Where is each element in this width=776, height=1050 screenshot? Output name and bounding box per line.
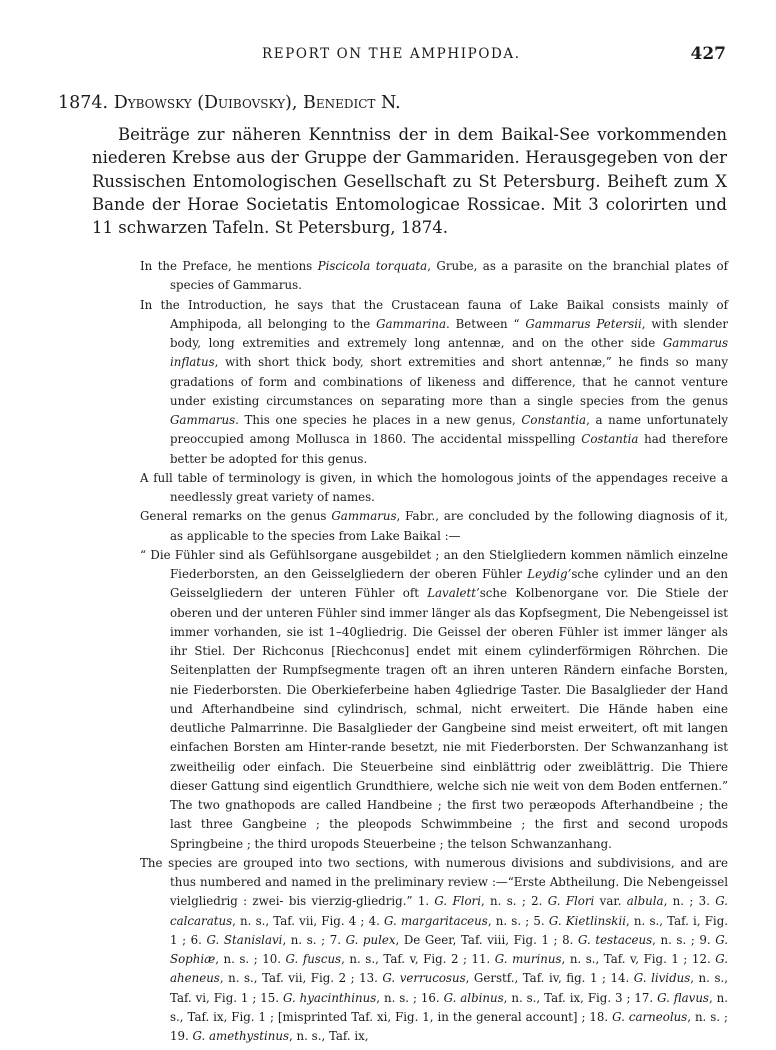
text-run: , Grube, as a parasite on the branchial plates of species of Gammarus.: [170, 259, 728, 293]
annotation-body: [140, 257, 728, 1046]
citation-text: Beiträge zur näheren Kenntniss der in dem Baikal-See vorkommenden niederen Krebse aus der Gruppe der Gammariden. Herausgegeben von der Russischen Entomologischen Gesellschaft zu St Petersburg. Beiheft zum X Bande der Horae Societatis Entomologicae Rossicae. Mit 3 colorirten und 11 schwarzen Tafeln. St Petersburg, 1874.: [92, 125, 727, 238]
text-run: G. testaceus: [577, 932, 653, 947]
paragraph-general-remarks: [140, 507, 728, 546]
text-run: G. carneolus: [612, 1009, 688, 1024]
text-run: Piscicola torquata: [317, 259, 428, 273]
text-run: G. amethystinus: [192, 1029, 290, 1043]
text-run: G. calcaratus: [170, 894, 728, 928]
text-run: , a name unfortunately preoccupied among Mollusca in 1860. The accidental misspelling: [170, 413, 729, 447]
text-run: Leydig’: [527, 567, 572, 581]
text-run: G. fuscus: [285, 952, 342, 966]
paragraph-introduction: [140, 296, 728, 469]
text-run: Gammarus Petersii: [525, 316, 642, 331]
running-head: [0, 44, 776, 70]
text-run: , n. ; 3.: [663, 894, 716, 909]
text-run: Gammarus: [331, 509, 397, 524]
text-run: , n. s. ; 2.: [480, 894, 548, 909]
entry-year: 1874.: [58, 93, 109, 113]
page-number: 427: [690, 44, 726, 64]
text-run: , n. s., Taf. v, Fig. 1 ; 12.: [561, 952, 716, 966]
paragraph-species-list: [140, 854, 728, 1047]
paragraph-terminology: A full table of terminology is given, in which the homologous joints of the appendages receive a needlessly great variety of names.: [140, 470, 728, 504]
text-run: , n. s. ; 7.: [282, 932, 346, 947]
bibliography-entry-heading: [58, 93, 401, 113]
text-run: “ Die Fühler sind als Gefühlsorgane ausgebildet ; an den Stielgliedern kommen nämlich einzelne Fiederborsten, an den Geisselgliedern der oberen Fühler: [140, 547, 728, 581]
text-run: Gammarus inflatus: [170, 336, 728, 370]
text-run: General remarks on the genus: [140, 509, 332, 524]
text-run: G. pulex: [345, 932, 396, 947]
text-run: . Between “: [446, 316, 526, 331]
text-run: , n. s., Taf. vii, Fig. 4 ; 4.: [232, 913, 385, 928]
text-run: Gammarina: [376, 316, 446, 331]
text-run: , with short thick body, short extremities and short antennæ,” he finds so many gradations of form and combinations of likeness and difference, that he cannot venture under existing circumstances on separating more than a single species from the genus: [170, 355, 728, 408]
text-run: , n. s., Taf. ix,: [289, 1029, 369, 1043]
running-title: REPORT ON THE AMPHIPODA.: [262, 46, 521, 62]
text-run: G. Stanislavi: [206, 932, 283, 947]
text-run: , with slender body, long extremities and extremely long antennæ, and on the other side: [170, 316, 728, 350]
text-run: sche cylinder und an den Geisselgliedern der unteren Fühler oft: [170, 567, 728, 601]
text-run: G. Flori: [547, 894, 595, 909]
text-run: G. aheneus: [170, 952, 728, 986]
text-run: , n. s., Taf. i, Fig. 1 ; 6.: [170, 913, 729, 947]
text-run: , n. s., Taf. vii, Fig. 2 ; 13.: [219, 971, 383, 986]
paragraph-diagnosis-quote: [140, 546, 728, 854]
text-run: Constantia: [521, 413, 587, 427]
text-run: var.: [594, 894, 627, 909]
entry-author: Dybowsky (Duibovsky), Benedict N.: [113, 93, 401, 113]
text-run: G. Flori: [434, 894, 481, 909]
text-run: G. flavus: [657, 990, 709, 1005]
text-run: G. albinus: [443, 990, 504, 1005]
paragraph-preface: [140, 257, 728, 296]
text-run: G. murinus: [494, 952, 562, 966]
text-run: , n. s. ; 10.: [215, 952, 286, 966]
text-run: , n. s. ; 16.: [376, 990, 444, 1005]
text-run: G. Sophiæ: [170, 932, 729, 966]
text-run: The species are grouped into two sections, with numerous divisions and subdivisions, and are thus numbered and named in the preliminary review :—“Erste Abtheilung. Die Nebengeissel vielgliedrig : zwei- bis vierzig-gliedrig.” 1.: [140, 855, 728, 909]
text-run: , n. s. ; 9.: [652, 932, 716, 947]
text-run: , Fabr., are concluded by the following diagnosis of it, as applicable to the species from Lake Baikal :—: [170, 509, 728, 543]
text-run: G. Kietlinskii: [548, 913, 626, 928]
text-run: , n. s., Taf. v, Fig. 2 ; 11.: [341, 952, 495, 966]
text-run: Costantia: [581, 432, 639, 447]
text-run: Gammarus: [170, 413, 236, 427]
text-run: In the Introduction, he says that the Crustacean fauna of Lake Baikal consists mainly of Amphipoda, all belonging to the: [140, 297, 728, 331]
text-run: . This one species he places in a new genus,: [235, 413, 522, 427]
text-run: Lavalett’: [427, 586, 480, 601]
text-run: , De Geer, Taf. viii, Fig. 1 ; 8.: [395, 932, 578, 947]
text-run: In the Preface, he mentions: [140, 259, 318, 273]
text-run: , Gerstf., Taf. iv, fig. 1 ; 14.: [465, 971, 634, 986]
text-run: , n. s. ; 5.: [487, 913, 549, 928]
text-run: , n. s. ; 19.: [170, 1009, 729, 1043]
text-run: G. lividus: [633, 971, 691, 986]
text-run: , n. s., Taf. ix, Fig. 1 ; [misprinted Taf. xi, Fig. 1, in the general account] ; 18.: [170, 990, 728, 1024]
text-run: , n. s., Taf. ix, Fig. 3 ; 17.: [503, 990, 658, 1005]
text-run: G. verrucosus: [382, 971, 466, 986]
text-run: albula: [626, 894, 664, 909]
text-run: sche Kolbenorgane vor. Die Stiele der oberen und der unteren Fühler sind immer länger als das Kopfsegment, Die Nebengeissel ist immer vorhanden, sie ist 1–40gliedrig. Die Geissel der oberen Fühler ist immer länger als ihr Stiel. Der Richconus [Riechconus] endet mit einem cylinderförmigen Röhrchen. Die Seitenplatten der Rumpfsegmente tragen oft an ihren unteren Rändern einfache Borsten, nie Fiederborsten. Die Oberkieferbeine haben 4gliedrige Taster. Die Basalglieder der Hand und Afterhandbeine sind cylindrisch, schmal, nicht erweitert. Die Hände haben eine deutliche Palmarrinne. Die Basalglieder der Gangbeine sind meist erweitert, oft mit langen einfachen Borsten am Hinter-rande besetzt, nie mit Fiederborsten. Der Schwanzanhang ist zweitheilig oder einfach. Die Steuerbeine sind einblättrig oder zweiblättrig. Die Thiere dieser Gattung sind eigentlich Grundthiere, welche sich nie weit von dem Boden entfernen.” The two gnathopods are called Handbeine ; the first two peræopods Afterhandbeine ; the last three Gangbeine ; the pleopods Schwimmbeine ; the first and second uropods Springbeine ; the third uropods Steuerbeine ; the telson Schwanzanhang.: [170, 586, 728, 851]
text-run: , n. s., Taf. vi, Fig. 1 ; 15.: [170, 971, 728, 1005]
text-run: G. hyacinthinus: [282, 990, 377, 1005]
text-run: G. margaritaceus: [384, 913, 488, 928]
text-run: had therefore better be adopted for this genus.: [170, 432, 728, 466]
citation-block: [92, 123, 727, 239]
